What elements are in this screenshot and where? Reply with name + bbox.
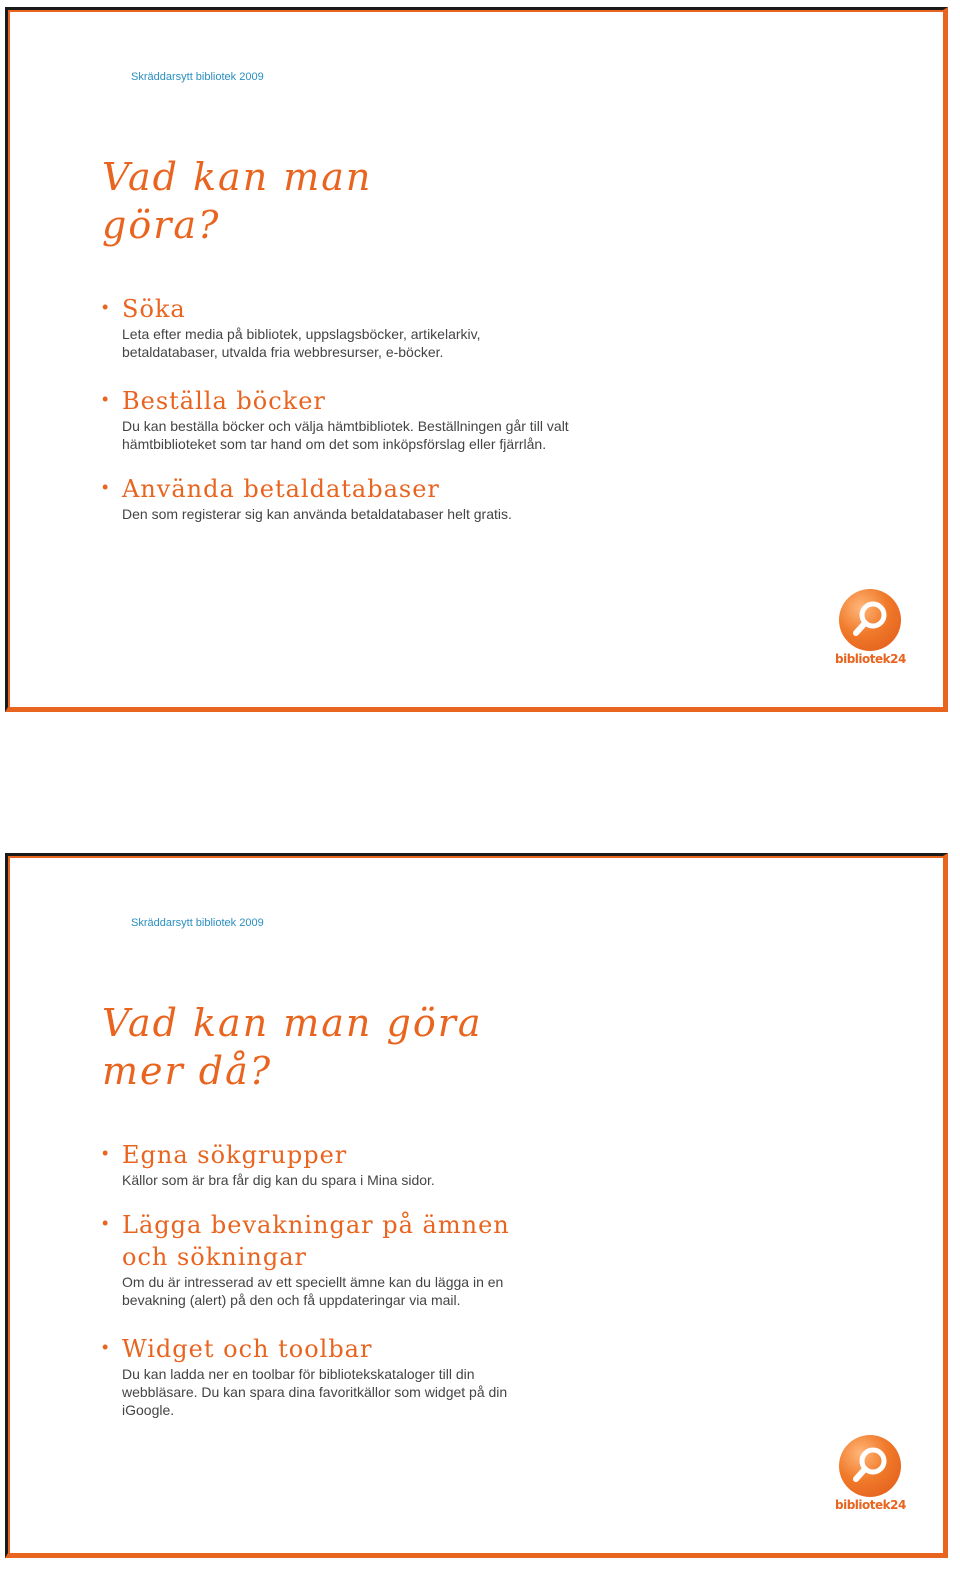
slide-1 — [5, 7, 948, 712]
magnifier-icon — [851, 599, 889, 639]
bullet-item — [102, 1139, 562, 1189]
bullet-title: Widget och toolbar — [122, 1335, 373, 1363]
bibliotek24-logo — [835, 1435, 905, 1515]
bullet-title: Egna sökgrupper — [122, 1141, 348, 1169]
logo-circle — [839, 589, 901, 651]
bullet-text: Den som registerar sig kan använda betaldatabaser helt gratis. — [122, 506, 512, 522]
bullet-text: Om du är intresserad av ett speciellt ämne kan du lägga in en bevakning (alert) på den och få uppdateringar via mail. — [122, 1274, 504, 1308]
bullet-list — [102, 293, 602, 523]
bullet-item — [102, 1333, 562, 1419]
bullet-dot-icon: • — [102, 297, 109, 317]
logo-circle — [839, 1435, 901, 1497]
bullet-dot-icon: • — [102, 1143, 109, 1163]
bullet-item — [102, 293, 602, 361]
slide-header: Skräddarsytt bibliotek 2009 — [131, 917, 264, 929]
bullet-item — [102, 473, 602, 523]
slide-title-line: göra? — [102, 203, 221, 247]
slide-2 — [5, 853, 948, 1558]
magnifier-icon — [851, 1445, 889, 1485]
bullet-text: Du kan beställa böcker och välja hämtbibliotek. Beställningen går till valt hämtbiblioteket som tar hand om det som inköpsförslag eller fjärrlån. — [122, 418, 569, 452]
bullet-text: Leta efter media på bibliotek, uppslagsböcker, artikelarkiv, betaldatabaser, utvalda fria webbresurser, e-böcker. — [122, 326, 481, 360]
bullet-title: Lägga bevakningar på ämnen och sökningar — [122, 1211, 510, 1271]
slide-title — [102, 999, 483, 1095]
bibliotek24-logo — [835, 589, 905, 669]
bullet-dot-icon: • — [102, 477, 109, 497]
bullet-dot-icon: • — [102, 1213, 109, 1233]
bullet-text: Du kan ladda ner en toolbar för bibliotekskataloger till din webbläsare. Du kan spara dina favoritkällor som widget på din iGoogle. — [122, 1366, 508, 1418]
bullet-title: Använda betaldatabaser — [122, 475, 440, 503]
bullet-item — [102, 1209, 562, 1309]
logo-text: bibliotek24 — [835, 652, 906, 666]
bullet-dot-icon: • — [102, 1337, 109, 1357]
slide-title-line: Vad kan man göra — [102, 1001, 483, 1045]
slide-title-line: mer då? — [102, 1049, 273, 1093]
slide-title — [102, 153, 372, 249]
bullet-title: Söka — [122, 295, 186, 323]
bullet-dot-icon: • — [102, 389, 109, 409]
slide-title-line: Vad kan man — [102, 155, 373, 199]
bullet-text: Källor som är bra får dig kan du spara i Mina sidor. — [122, 1172, 435, 1188]
bullet-list — [102, 1139, 562, 1419]
bullet-item — [102, 385, 602, 453]
slide-header: Skräddarsytt bibliotek 2009 — [131, 71, 264, 83]
bullet-title: Beställa böcker — [122, 387, 326, 415]
logo-text: bibliotek24 — [835, 1498, 906, 1512]
